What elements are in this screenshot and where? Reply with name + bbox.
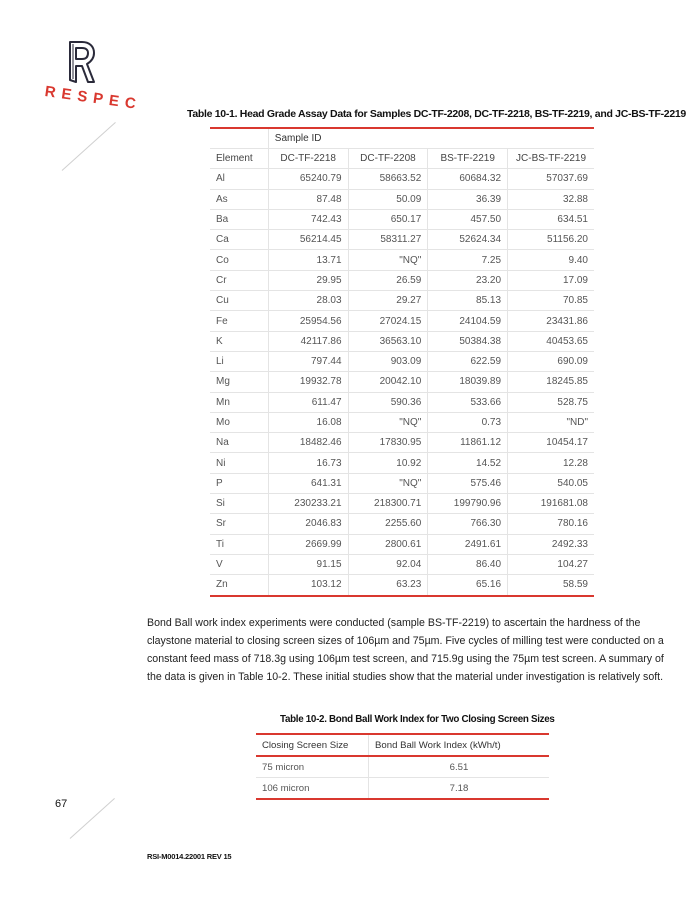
value-cell: 2491.61 <box>428 534 508 554</box>
element-cell: Sr <box>210 514 268 534</box>
value-cell: 92.04 <box>348 554 428 574</box>
value-cell: "NQ" <box>348 473 428 493</box>
value-cell: 540.05 <box>508 473 594 493</box>
column-header: Bond Ball Work Index (kWh/t) <box>369 734 550 756</box>
element-cell: V <box>210 554 268 574</box>
value-cell: 56214.45 <box>268 230 348 250</box>
table-row <box>210 473 594 493</box>
head-grade-assay-table <box>210 127 594 597</box>
value-cell: 766.30 <box>428 514 508 534</box>
value-cell: 36.39 <box>428 189 508 209</box>
element-cell: Mo <box>210 412 268 432</box>
value-cell: 17.09 <box>508 270 594 290</box>
decorative-line-bottom <box>70 798 115 839</box>
table-row <box>210 230 594 250</box>
value-cell: 50.09 <box>348 189 428 209</box>
table-row <box>210 575 594 596</box>
value-cell: 104.27 <box>508 554 594 574</box>
page-number: 67 <box>55 798 68 810</box>
element-cell: Cu <box>210 291 268 311</box>
value-cell: 58311.27 <box>348 230 428 250</box>
value-cell: 32.88 <box>508 189 594 209</box>
value-cell: 622.59 <box>428 351 508 371</box>
value-cell: 199790.96 <box>428 494 508 514</box>
value-cell: 191681.08 <box>508 494 594 514</box>
value-cell: 87.48 <box>268 189 348 209</box>
table-row <box>210 534 594 554</box>
value-cell: 2046.83 <box>268 514 348 534</box>
body-paragraph: Bond Ball work index experiments were conducted (sample BS-TF-2219) to ascertain the hardness of the claystone material to closing screen sizes of 106µm and 75µm. Five cycles of milling test were conducted on a constant feed mass of 718.3g using 106µm test screen, and 715.9g using the 75µm test screen. A summary of the data is given in Table 10-2. These initial studies show that the material under investigation is relatively soft. <box>147 617 664 683</box>
element-cell: Fe <box>210 311 268 331</box>
value-cell: 641.31 <box>268 473 348 493</box>
value-cell: 91.15 <box>268 554 348 574</box>
element-cell: Ni <box>210 453 268 473</box>
value-cell: 2492.33 <box>508 534 594 554</box>
value-cell: 24104.59 <box>428 311 508 331</box>
value-cell: 575.46 <box>428 473 508 493</box>
value-cell: 26.59 <box>348 270 428 290</box>
value-cell: 17830.95 <box>348 433 428 453</box>
value-cell: 230233.21 <box>268 494 348 514</box>
table-row <box>210 433 594 453</box>
value-cell: 25954.56 <box>268 311 348 331</box>
value-cell: 85.13 <box>428 291 508 311</box>
element-cell: Zn <box>210 575 268 596</box>
table-row <box>256 778 549 800</box>
value-cell: 27024.15 <box>348 311 428 331</box>
element-cell: As <box>210 189 268 209</box>
value-cell: 63.23 <box>348 575 428 596</box>
value-cell: 590.36 <box>348 392 428 412</box>
table-row <box>210 250 594 270</box>
value-cell: 18482.46 <box>268 433 348 453</box>
value-cell: 16.73 <box>268 453 348 473</box>
element-cell: Ti <box>210 534 268 554</box>
element-cell: K <box>210 331 268 351</box>
value-cell: 611.47 <box>268 392 348 412</box>
value-cell: 58663.52 <box>348 169 428 189</box>
table-1-caption: Table 10-1. Head Grade Assay Data for Samples DC-TF-2208, DC-TF-2218, BS-TF-2219, and JC-BS-TF-2219 <box>187 108 686 120</box>
element-cell: Na <box>210 433 268 453</box>
table-row <box>210 494 594 514</box>
element-cell: Si <box>210 494 268 514</box>
sample-id-group-header: Sample ID <box>268 128 594 149</box>
table-row <box>210 209 594 229</box>
value-cell: 690.09 <box>508 351 594 371</box>
respec-logo-text: RESPEC <box>43 83 143 114</box>
decorative-line-top <box>62 122 116 171</box>
value-cell: 18245.85 <box>508 372 594 392</box>
column-header: Element <box>210 149 268 169</box>
value-cell: 16.08 <box>268 412 348 432</box>
respec-logo <box>48 40 118 84</box>
value-cell: 218300.71 <box>348 494 428 514</box>
value-cell: 742.43 <box>268 209 348 229</box>
table-row <box>210 169 594 189</box>
value-cell: "NQ" <box>348 250 428 270</box>
value-cell: 650.17 <box>348 209 428 229</box>
table-row <box>210 270 594 290</box>
value-cell: 533.66 <box>428 392 508 412</box>
table-row <box>210 311 594 331</box>
value-cell: "NQ" <box>348 412 428 432</box>
value-cell: 40453.65 <box>508 331 594 351</box>
bond-ball-work-index-table <box>256 733 549 800</box>
value-cell: 18039.89 <box>428 372 508 392</box>
value-cell: 7.25 <box>428 250 508 270</box>
value-cell: 28.03 <box>268 291 348 311</box>
value-cell: 0.73 <box>428 412 508 432</box>
table-row <box>210 189 594 209</box>
table-corner-cell <box>210 128 268 149</box>
column-header: JC-BS-TF-2219 <box>508 149 594 169</box>
element-cell: Cr <box>210 270 268 290</box>
value-cell: 19932.78 <box>268 372 348 392</box>
value-cell: 58.59 <box>508 575 594 596</box>
value-cell: 797.44 <box>268 351 348 371</box>
table-row <box>210 351 594 371</box>
element-cell: Ba <box>210 209 268 229</box>
work-index-cell: 6.51 <box>369 756 550 778</box>
table-header-row <box>256 734 549 756</box>
value-cell: 903.09 <box>348 351 428 371</box>
element-cell: Mn <box>210 392 268 412</box>
document-footer: RSI-M0014.22001 REV 15 <box>147 852 232 861</box>
table-row <box>210 392 594 412</box>
table-row <box>210 412 594 432</box>
value-cell: 780.16 <box>508 514 594 534</box>
value-cell: 10.92 <box>348 453 428 473</box>
column-header: DC-TF-2218 <box>268 149 348 169</box>
screen-size-cell: 75 micron <box>256 756 369 778</box>
value-cell: 103.12 <box>268 575 348 596</box>
table-row <box>210 331 594 351</box>
value-cell: 13.71 <box>268 250 348 270</box>
column-header: BS-TF-2219 <box>428 149 508 169</box>
value-cell: 10454.17 <box>508 433 594 453</box>
table-group-header-row <box>210 128 594 149</box>
table-row <box>210 453 594 473</box>
column-header: Closing Screen Size <box>256 734 369 756</box>
value-cell: 9.40 <box>508 250 594 270</box>
value-cell: 23431.86 <box>508 311 594 331</box>
value-cell: 42117.86 <box>268 331 348 351</box>
table-row <box>210 554 594 574</box>
element-cell: P <box>210 473 268 493</box>
table-row <box>210 372 594 392</box>
value-cell: 20042.10 <box>348 372 428 392</box>
value-cell: 52624.34 <box>428 230 508 250</box>
element-cell: Ca <box>210 230 268 250</box>
value-cell: 86.40 <box>428 554 508 574</box>
value-cell: 14.52 <box>428 453 508 473</box>
value-cell: 528.75 <box>508 392 594 412</box>
value-cell: 29.95 <box>268 270 348 290</box>
value-cell: 51156.20 <box>508 230 594 250</box>
value-cell: 36563.10 <box>348 331 428 351</box>
table-row <box>210 514 594 534</box>
element-cell: Al <box>210 169 268 189</box>
element-cell: Co <box>210 250 268 270</box>
value-cell: 2255.60 <box>348 514 428 534</box>
value-cell: 12.28 <box>508 453 594 473</box>
value-cell: 65240.79 <box>268 169 348 189</box>
table-2-caption: Table 10-2. Bond Ball Work Index for Two Closing Screen Sizes <box>280 714 555 725</box>
value-cell: "ND" <box>508 412 594 432</box>
column-header: DC-TF-2208 <box>348 149 428 169</box>
value-cell: 11861.12 <box>428 433 508 453</box>
value-cell: 29.27 <box>348 291 428 311</box>
table-row <box>256 756 549 778</box>
value-cell: 70.85 <box>508 291 594 311</box>
screen-size-cell: 106 micron <box>256 778 369 800</box>
value-cell: 2800.61 <box>348 534 428 554</box>
value-cell: 457.50 <box>428 209 508 229</box>
table-row <box>210 291 594 311</box>
value-cell: 634.51 <box>508 209 594 229</box>
value-cell: 2669.99 <box>268 534 348 554</box>
element-cell: Li <box>210 351 268 371</box>
value-cell: 60684.32 <box>428 169 508 189</box>
value-cell: 57037.69 <box>508 169 594 189</box>
value-cell: 23.20 <box>428 270 508 290</box>
table-header-row <box>210 149 594 169</box>
respec-logo-mark-icon <box>48 40 118 84</box>
value-cell: 65.16 <box>428 575 508 596</box>
value-cell: 50384.38 <box>428 331 508 351</box>
element-cell: Mg <box>210 372 268 392</box>
work-index-cell: 7.18 <box>369 778 550 800</box>
